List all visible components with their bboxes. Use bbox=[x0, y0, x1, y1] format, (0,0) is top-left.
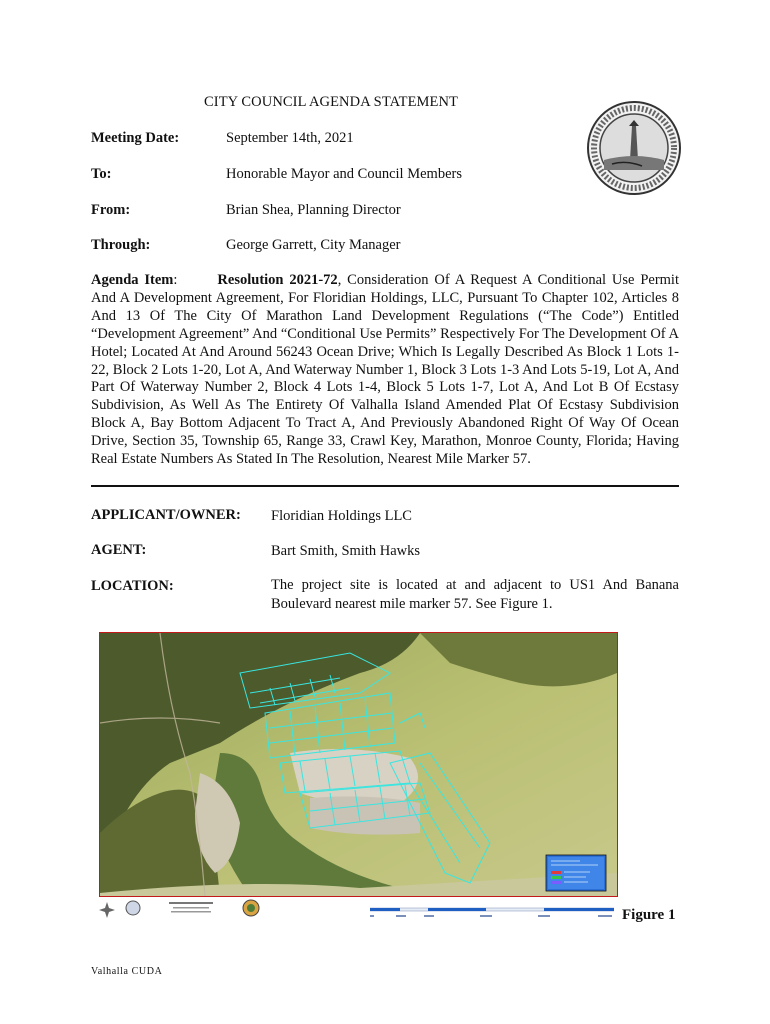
to-label: To: bbox=[91, 166, 112, 182]
resolution-number: Resolution 2021-72 bbox=[217, 272, 338, 288]
city-seal-icon bbox=[586, 100, 682, 196]
applicant-value: Floridian Holdings LLC bbox=[271, 508, 412, 524]
figure-caption: Figure 1 bbox=[622, 907, 676, 923]
page-footer: Valhalla CUDA bbox=[91, 966, 163, 977]
section-divider bbox=[91, 485, 679, 487]
map-scale-bar bbox=[370, 905, 614, 923]
agenda-item-paragraph: Agenda Item: Resolution 2021-72, Consideration Of A Request A Conditional Use Permit And A Development Agreement, For Floridian Holdings, LLC, Pursuant To Chapter 102, Articles 8 And 13 Of The City Of Marathon Land Development Regulations (“The Code”) Entitled “Development Agreement” And “Conditional Use Permits” Respectively For The Development Of A Hotel; Located At And Around 56243 Ocean Drive; Which Is Legally Described As Block 1 Lots 1-22, Block 2 Lots 1-20, Lot A, And Waterway Number 1, Block 3 Lots 1-3 And Lots 5-19, Lot A, And Part Of Waterway Number 2, Block 4 Lots 1-4, Block 5 Lots 1-7, Lot A, And Lot B Of Ecstasy Subdivision, As Well As The Entirety Of Valhalla Island Amended Plat Of Ecstasy Subdivision Block A, Bay Bottom Adjacent To Tract A, And Previously Abandoned Right Of Way Of Ocean Drive, Section 35, Township 65, Range 33, Crawl Key, Marathon, Monroe County, Florida; Having Real Estate Numbers As Stated In The Resolution, Nearest Mile Marker 57. bbox=[91, 272, 679, 468]
map-credit-logos-icon bbox=[99, 898, 269, 924]
agenda-item-text: , Consideration Of A Request A Conditional Use Permit And A Development Agreement, For Floridian Holdings, LLC, Pursuant To Chapter 102, Articles 8 And 13 Of The City Of Marathon Land Development Regulations (“The Code”) Entitled “Development Agreement” And “Conditional Use Permits” Respectively For The Development Of A Hotel; Located At And Around 56243 Ocean Drive; Which Is Legally Described As Block 1 Lots 1-22, Block 2 Lots 1-20, Lot A, And Waterway Number 1, Block 3 Lots 1-3 And Lots 5-19, Lot A, And Part Of Waterway Number 2, Block 4 Lots 1-4, Block 5 Lots 1-7, Lot A, And Lot B Of Ecstasy Subdivision, As Well As The Entirety Of Valhalla Island Amended Plat Of Ecstasy Subdivision Block A, Bay Bottom Adjacent To Tract A, And Previously Abandoned Right Of Way Of Ocean Drive, Section 35, Township 65, Range 33, Crawl Key, Marathon, Monroe County, Florida; Having Real Estate Numbers As Stated In The Resolution, Nearest Mile Marker 57. bbox=[91, 272, 679, 468]
through-value: George Garrett, City Manager bbox=[226, 237, 401, 253]
agent-label: AGENT: bbox=[91, 542, 147, 558]
from-label: From: bbox=[91, 202, 131, 218]
agent-value: Bart Smith, Smith Hawks bbox=[271, 543, 421, 559]
meeting-date-label: Meeting Date: bbox=[91, 130, 180, 146]
page-title: CITY COUNCIL AGENDA STATEMENT bbox=[204, 94, 459, 110]
aerial-site-map bbox=[99, 632, 618, 897]
applicant-label: APPLICANT/OWNER: bbox=[91, 507, 241, 523]
aerial-map-image bbox=[100, 633, 617, 896]
location-label: LOCATION: bbox=[91, 578, 174, 594]
meeting-date-value: September 14th, 2021 bbox=[226, 130, 354, 146]
agenda-item-label: Agenda Item bbox=[91, 272, 174, 288]
through-label: Through: bbox=[91, 237, 151, 253]
from-value: Brian Shea, Planning Director bbox=[226, 202, 401, 218]
location-value: The project site is located at and adjacent to US1 And Banana Boulevard nearest mile marker 57. See Figure 1. bbox=[271, 577, 679, 612]
to-value: Honorable Mayor and Council Members bbox=[226, 166, 462, 182]
